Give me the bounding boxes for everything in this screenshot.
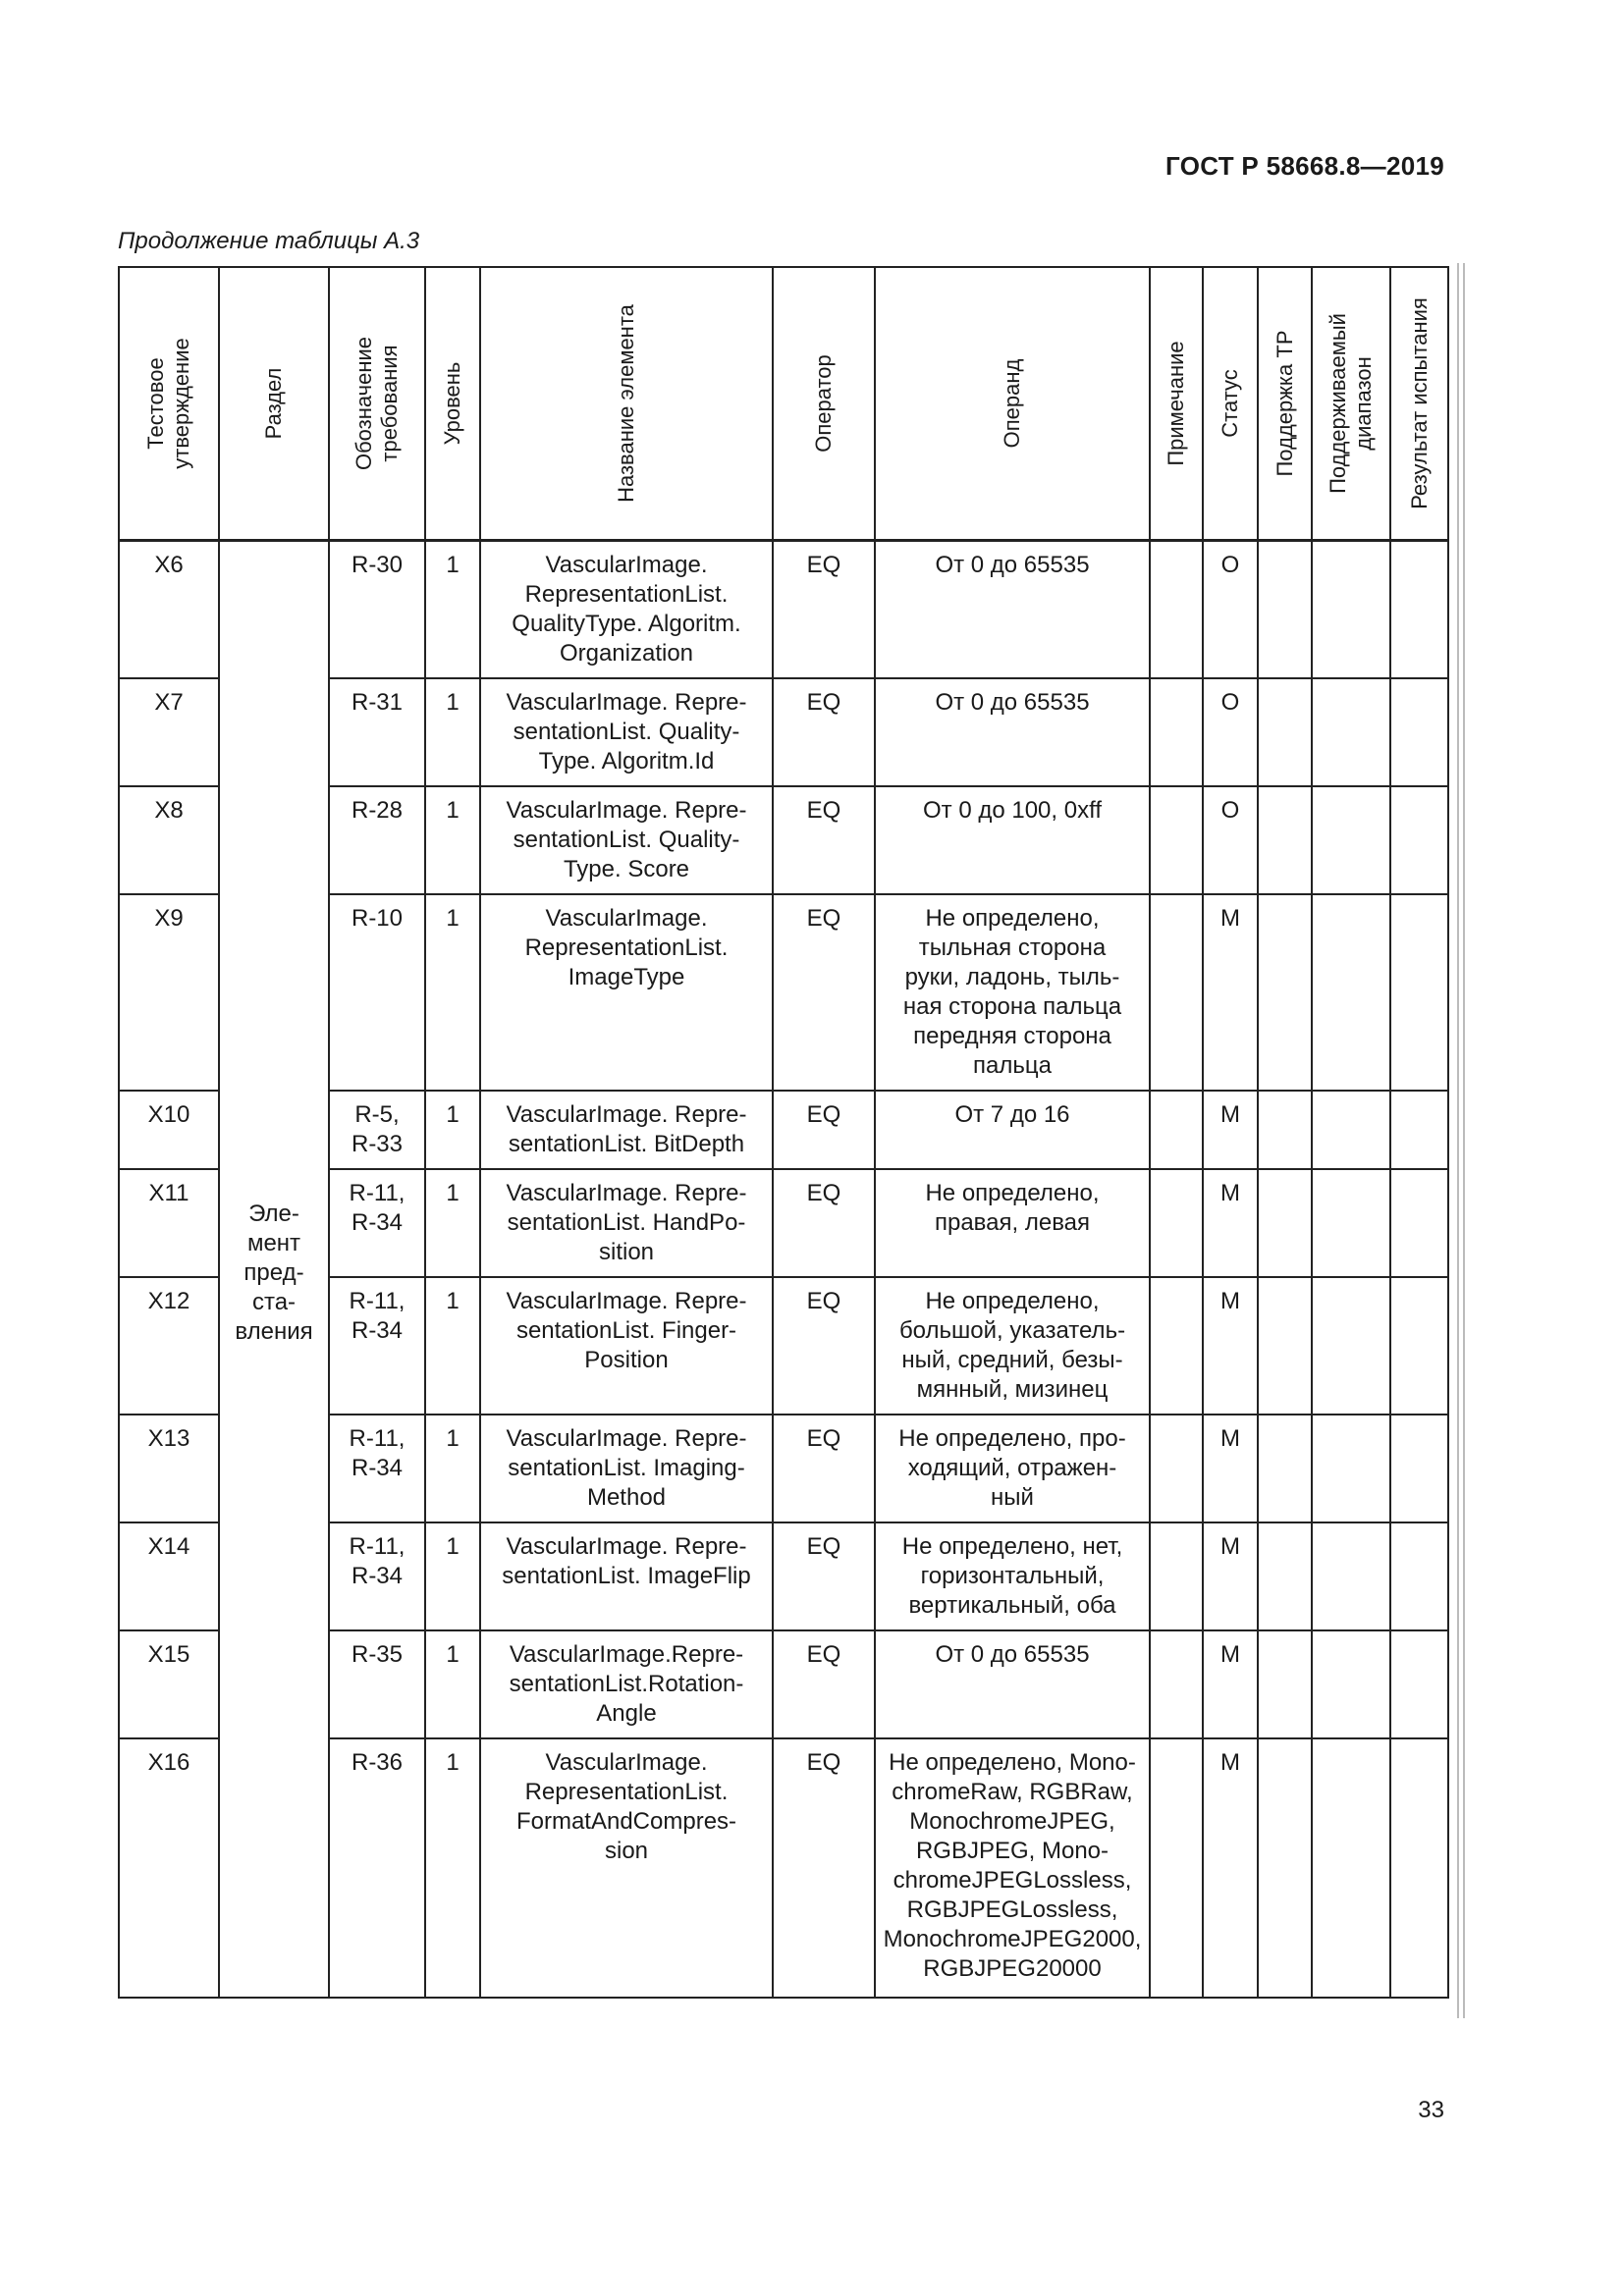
cell-requirement-id: R-10 xyxy=(329,894,425,1091)
cell-test-assertion: X12 xyxy=(119,1277,219,1415)
cell-status: O xyxy=(1203,786,1258,894)
cell-element-name: VascularImage. Repre- sentationList. Imaging- Method xyxy=(480,1415,773,1522)
col-header-operator xyxy=(773,267,875,541)
table-header-row xyxy=(119,267,1448,541)
cell-element-name: VascularImage. Repre- sentationList. HandPo- sition xyxy=(480,1169,773,1277)
cell-requirement-id: R-11, R-34 xyxy=(329,1277,425,1415)
cell-element-name: VascularImage. Repre- sentationList. Quality- Type. Score xyxy=(480,786,773,894)
cell-element-name: VascularImage. RepresentationList. ImageType xyxy=(480,894,773,1091)
col-header-test-result xyxy=(1390,267,1448,541)
cell-test-assertion: X13 xyxy=(119,1415,219,1522)
cell-test-assertion: X15 xyxy=(119,1630,219,1738)
cell-test-assertion: X16 xyxy=(119,1738,219,1998)
cell-test-result xyxy=(1390,786,1448,894)
cell-operand: От 0 до 65535 xyxy=(875,678,1150,786)
cell-tr-support xyxy=(1258,786,1312,894)
col-header-element-name xyxy=(480,267,773,541)
cell-operand: От 7 до 16 xyxy=(875,1091,1150,1169)
cell-element-name: VascularImage. Repre- sentationList. BitDepth xyxy=(480,1091,773,1169)
cell-note xyxy=(1150,1277,1203,1415)
cell-note xyxy=(1150,894,1203,1091)
cell-operand: Не определено, нет, горизонтальный, вертикальный, оба xyxy=(875,1522,1150,1630)
cell-level: 1 xyxy=(425,1738,480,1998)
cell-requirement-id: R-11, R-34 xyxy=(329,1169,425,1277)
col-header-note xyxy=(1150,267,1203,541)
cell-note xyxy=(1150,1415,1203,1522)
col-header-label: Раздел xyxy=(261,367,286,440)
cell-requirement-id: R-28 xyxy=(329,786,425,894)
cell-tr-support xyxy=(1258,1630,1312,1738)
col-header-requirement-id xyxy=(329,267,425,541)
cell-note xyxy=(1150,1738,1203,1998)
cell-section: Эле- мент пред- ста- вления xyxy=(219,541,329,1998)
cell-element-name: VascularImage. Repre- sentationList. Quality- Type. Algoritm.Id xyxy=(480,678,773,786)
cell-level: 1 xyxy=(425,541,480,678)
cell-operator: EQ xyxy=(773,1169,875,1277)
cell-operator: EQ xyxy=(773,1091,875,1169)
table-caption: Продолжение таблицы А.3 xyxy=(118,228,420,254)
cell-test-result xyxy=(1390,678,1448,786)
cell-tr-support xyxy=(1258,1091,1312,1169)
col-header-label: Примечание xyxy=(1164,341,1188,466)
cell-status: M xyxy=(1203,1091,1258,1169)
cell-note xyxy=(1150,1522,1203,1630)
cell-operator: EQ xyxy=(773,1630,875,1738)
cell-supported-range xyxy=(1312,786,1390,894)
cell-status: M xyxy=(1203,894,1258,1091)
cell-note xyxy=(1150,541,1203,678)
cell-level: 1 xyxy=(425,1415,480,1522)
cell-level: 1 xyxy=(425,678,480,786)
cell-tr-support xyxy=(1258,678,1312,786)
cell-test-assertion: X11 xyxy=(119,1169,219,1277)
col-header-status xyxy=(1203,267,1258,541)
page-number: 33 xyxy=(1418,2097,1444,2123)
cell-requirement-id: R-11, R-34 xyxy=(329,1415,425,1522)
cell-test-assertion: X9 xyxy=(119,894,219,1091)
cell-level: 1 xyxy=(425,1169,480,1277)
cell-note xyxy=(1150,786,1203,894)
cell-operand: От 0 до 100, 0xff xyxy=(875,786,1150,894)
col-header-label: Операнд xyxy=(1000,358,1024,449)
cell-level: 1 xyxy=(425,1091,480,1169)
cell-element-name: VascularImage. RepresentationList. FormatAndCompres- sion xyxy=(480,1738,773,1998)
cell-test-result xyxy=(1390,1415,1448,1522)
col-header-label: Уровень xyxy=(440,361,464,446)
cell-supported-range xyxy=(1312,1522,1390,1630)
table-row xyxy=(119,541,1448,678)
cell-status: M xyxy=(1203,1415,1258,1522)
page-edge-double-line xyxy=(1457,263,1465,2018)
cell-status: O xyxy=(1203,678,1258,786)
cell-test-result xyxy=(1390,1630,1448,1738)
col-header-label: Название элемента xyxy=(614,304,638,503)
cell-element-name: VascularImage. Repre- sentationList. ImageFlip xyxy=(480,1522,773,1630)
cell-status: M xyxy=(1203,1738,1258,1998)
cell-tr-support xyxy=(1258,541,1312,678)
cell-operator: EQ xyxy=(773,541,875,678)
cell-level: 1 xyxy=(425,1277,480,1415)
cell-supported-range xyxy=(1312,1415,1390,1522)
col-header-operand xyxy=(875,267,1150,541)
cell-test-result xyxy=(1390,1522,1448,1630)
cell-requirement-id: R-36 xyxy=(329,1738,425,1998)
cell-status: M xyxy=(1203,1277,1258,1415)
col-header-label: Тестовое утверждение xyxy=(143,338,193,469)
cell-test-result xyxy=(1390,1169,1448,1277)
standard-header: ГОСТ Р 58668.8—2019 xyxy=(1165,151,1444,181)
col-header-label: Поддерживаемый диапазон xyxy=(1326,313,1376,494)
col-header-section xyxy=(219,267,329,541)
cell-requirement-id: R-35 xyxy=(329,1630,425,1738)
cell-test-assertion: X10 xyxy=(119,1091,219,1169)
cell-tr-support xyxy=(1258,1415,1312,1522)
cell-test-assertion: X8 xyxy=(119,786,219,894)
cell-requirement-id: R-5, R-33 xyxy=(329,1091,425,1169)
cell-operand: Не определено, правая, левая xyxy=(875,1169,1150,1277)
col-header-label: Статус xyxy=(1218,369,1242,438)
cell-supported-range xyxy=(1312,678,1390,786)
cell-level: 1 xyxy=(425,786,480,894)
cell-tr-support xyxy=(1258,1277,1312,1415)
col-header-label: Поддержка ТР xyxy=(1272,330,1297,477)
cell-supported-range xyxy=(1312,1169,1390,1277)
cell-supported-range xyxy=(1312,1630,1390,1738)
cell-operator: EQ xyxy=(773,786,875,894)
cell-level: 1 xyxy=(425,1630,480,1738)
cell-level: 1 xyxy=(425,1522,480,1630)
cell-supported-range xyxy=(1312,1738,1390,1998)
cell-test-assertion: X14 xyxy=(119,1522,219,1630)
cell-tr-support xyxy=(1258,1169,1312,1277)
cell-requirement-id: R-31 xyxy=(329,678,425,786)
cell-tr-support xyxy=(1258,1522,1312,1630)
cell-requirement-id: R-30 xyxy=(329,541,425,678)
cell-requirement-id: R-11, R-34 xyxy=(329,1522,425,1630)
cell-operand: Не определено, про- ходящий, отражен- ный xyxy=(875,1415,1150,1522)
cell-test-result xyxy=(1390,894,1448,1091)
cell-operand: Не определено, большой, указатель- ный, средний, безы- мянный, мизинец xyxy=(875,1277,1150,1415)
cell-supported-range xyxy=(1312,1091,1390,1169)
cell-element-name: VascularImage. Repre- sentationList. Finger- Position xyxy=(480,1277,773,1415)
cell-note xyxy=(1150,1091,1203,1169)
cell-test-result xyxy=(1390,541,1448,678)
cell-operand: От 0 до 65535 xyxy=(875,1630,1150,1738)
col-header-test-assertion xyxy=(119,267,219,541)
cell-operator: EQ xyxy=(773,894,875,1091)
cell-operator: EQ xyxy=(773,1277,875,1415)
cell-tr-support xyxy=(1258,894,1312,1091)
cell-element-name: VascularImage.Repre- sentationList.Rotation- Angle xyxy=(480,1630,773,1738)
cell-operand: Не определено, Mono- chromeRaw, RGBRaw, MonochromeJPEG, RGBJPEG, Mono- chromeJPEGLossless, RGBJPEGLossless, MonochromeJPEG2000, RGBJPEG20000 xyxy=(875,1738,1150,1998)
cell-test-result xyxy=(1390,1091,1448,1169)
cell-level: 1 xyxy=(425,894,480,1091)
cell-status: M xyxy=(1203,1169,1258,1277)
cell-status: O xyxy=(1203,541,1258,678)
cell-supported-range xyxy=(1312,541,1390,678)
cell-operator: EQ xyxy=(773,1738,875,1998)
col-header-supported-range xyxy=(1312,267,1390,541)
col-header-label: Результат испытания xyxy=(1406,297,1432,509)
cell-note xyxy=(1150,678,1203,786)
cell-status: M xyxy=(1203,1630,1258,1738)
cell-operand: От 0 до 65535 xyxy=(875,541,1150,678)
cell-status: M xyxy=(1203,1522,1258,1630)
cell-operator: EQ xyxy=(773,1522,875,1630)
cell-supported-range xyxy=(1312,1277,1390,1415)
cell-note xyxy=(1150,1630,1203,1738)
col-header-label: Оператор xyxy=(811,354,836,453)
cell-test-result xyxy=(1390,1277,1448,1415)
col-header-tr-support xyxy=(1258,267,1312,541)
cell-test-assertion: X6 xyxy=(119,541,219,678)
cell-test-result xyxy=(1390,1738,1448,1998)
cell-tr-support xyxy=(1258,1738,1312,1998)
cell-note xyxy=(1150,1169,1203,1277)
cell-operator: EQ xyxy=(773,1415,875,1522)
cell-operator: EQ xyxy=(773,678,875,786)
cell-operand: Не определено, тыльная сторона руки, ладонь, тыль- ная сторона пальца передняя сторона пальца xyxy=(875,894,1150,1091)
col-header-label: Обозначение требования xyxy=(352,336,402,471)
cell-supported-range xyxy=(1312,894,1390,1091)
cell-element-name: VascularImage. RepresentationList. QualityType. Algoritm. Organization xyxy=(480,541,773,678)
col-header-level xyxy=(425,267,480,541)
requirements-table xyxy=(118,266,1449,1999)
cell-test-assertion: X7 xyxy=(119,678,219,786)
